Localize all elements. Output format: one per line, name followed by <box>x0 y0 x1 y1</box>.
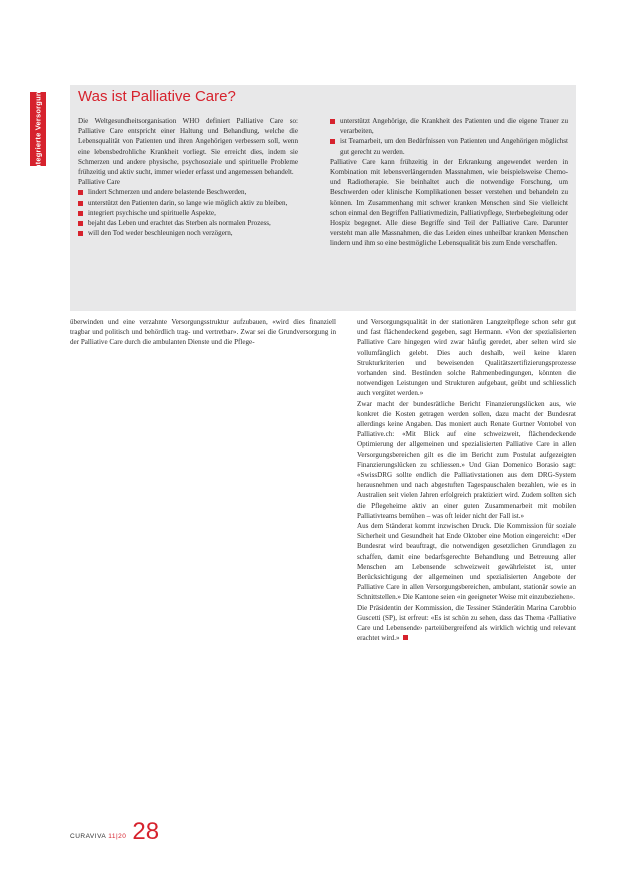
article-paragraph: überwinden und eine verzahnte Versorgungsstruktur aufzubauen, «wird dies finanziell tragbar und politisch und behördlich trag- und vertretbar». Zwar sei die Grundversorgung in der Palliative Care durch die ambulanten Dienste und die Pflege- <box>70 318 336 347</box>
info-box-list-right <box>330 116 568 157</box>
info-box-list-left <box>78 187 298 238</box>
brand-name: CURAVIVA <box>70 833 106 840</box>
section-label-text: Integrierte Versorgung <box>33 86 43 172</box>
info-box-right-text: Palliative Care kann frühzeitig in der Erkrankung angewendet werden in Kombination mit lebensverlängernden Massnahmen, wie beispielsweise Chemo- und Radiotherapie. Sie beinhaltet auch die notwendige Forschung, um Beschwerden oder klinische Komplikationen besser verstehen und behandeln zu können. Im Zusammenhang mit schwer kranken Menschen sind Sie vielleicht schon einmal den Begriffen Palliativmedizin, Palliativpflege, Sterbebegleitung oder Hospiz begegnet. Alle diese Begriffe sind Teil der Palliative Care. Darunter versteht man alle Massnahmen, die das Leiden eines unheilbar kranken Menschen lindern und ihm so eine bestmögliche Lebensqualität bis zum Ende verschaffen. <box>330 157 568 248</box>
info-box-intro: Die Weltgesundheitsorganisation WHO definiert Palliative Care so: Palliative Care entspricht einer Haltung und Behandlung, welche die Lebensqualität von Patienten und ihren Angehörigen verbessern soll, wenn eine lebensbedrohliche Krankheit vorliegt. Sie erreicht dies, indem sie Schmerzen und andere physische, psychosoziale und spirituelle Probleme frühzeitig und aktiv sucht, immer wieder erfasst und angemessen behandelt. <box>78 117 298 177</box>
article-paragraph: und Versorgungsqualität in der stationären Langzeitpflege schon sehr gut und fast flächendeckend gegeben, sagt Hermann. «Von der spezialisierten Palliative Care hingegen wird zwar häufig geredet, aber selten wird sie vollumfänglich gelebt. Dies auch deshalb, weil keine klaren Strukturkriterien und beweisenden Qualitätszertifizierungsprozesse vorhanden sind. Bestünden solche Rahmenbedingungen, könnten die notwendigen Leistungen und Strukturen aufgebaut, geübt und schliesslich auch vergütet werden.» <box>357 318 576 398</box>
article-right-column <box>357 317 576 644</box>
info-box-list-heading: Palliative Care <box>78 178 120 187</box>
list-item: ist Teamarbeit, um den Bedürfnissen von Patienten und Angehörigen möglichst gut gerecht zu werden. <box>330 136 568 156</box>
article-paragraph-last <box>357 603 576 644</box>
end-of-article-icon <box>403 635 408 640</box>
list-item: will den Tod weder beschleunigen noch verzögern, <box>78 228 298 238</box>
list-item: lindert Schmerzen und andere belastende Beschwerden, <box>78 187 298 197</box>
page-footer <box>70 820 159 844</box>
footer-brand <box>70 833 126 840</box>
article-paragraph: Aus dem Ständerat kommt inzwischen Druck. Die Kommission für soziale Sicherheit und Gesundheit hat Ende Oktober eine Motion eingereicht: «Der Bundesrat wird beauftragt, die notwendigen gesetzlichen Grundlagen zu schaffen, damit eine bedarfsgerechte Behandlung und Betreuung aller Menschen am Lebensende schweizweit gewährleistet ist, unter Berücksichtigung der allgemeinen und spezialisierten Angebote der Palliative Care in allen Versorgungsbereichen, ambulant, stationär sowie an Schnittstellen.» Die Kantone seien «in geeigneter Weise mit einzubeziehen». <box>357 522 576 602</box>
list-item: unterstützt den Patienten darin, so lange wie möglich aktiv zu bleiben, <box>78 198 298 208</box>
info-box-title: Was ist Palliative Care? <box>78 88 236 105</box>
list-item: unterstützt Angehörige, die Krankheit des Patienten und die eigene Trauer zu verarbeiten, <box>330 116 568 136</box>
list-item: bejaht das Leben und erachtet das Sterben als normalen Prozess, <box>78 218 298 228</box>
list-item: integriert psychische und spirituelle Aspekte, <box>78 208 298 218</box>
page-number: 28 <box>132 818 160 845</box>
info-box-right-column <box>330 116 568 249</box>
issue-number: 11|20 <box>108 833 127 840</box>
section-label <box>30 86 46 172</box>
article-paragraph-text: Die Präsidentin der Kommission, die Tessiner Ständerätin Marina Carobbio Guscetti (SP), ist erfreut: «Es ist schön zu sehen, dass das Thema ‹Palliative Care und Lebensende› parteiübergreifend als wirklich wichtig und relevant erachtet wird.» <box>357 603 576 643</box>
info-box-left-column <box>78 116 298 238</box>
article-left-column <box>70 317 336 348</box>
article-paragraph: Zwar macht der bundesrätliche Bericht Finanzierungslücken aus, wie konkret die Kosten getragen werden sollen, dazu macht der Bundesrat allerdings keine Angaben. Das moniert auch Renate Gurtner Vontobel von Palliative.ch: «Mit Blick auf eine schweizweit, flächendeckende Optimierung der allgemeinen und spezialisierten Palliative Care in allen Versorgungsbereichen gilt es die im Bericht zum Postulat aufgezeigten Finanzierungslücken zu schliessen.» Und Gian Domenico Borasio sagt: «SwissDRG sollte endlich die Palliativstationen aus dem DRG-System herausnehmen und nach abgestuften Tagespauschalen bezahlen, wie es in Australien seit vielen Jahren erfolgreich praktiziert wird. Zudem sollten sich die Pflegeheime aktiv an einer guten Zusammenarbeit mit mobilen Palliativteams bemühen – was oft leider nicht der Fall ist.» <box>357 399 576 520</box>
